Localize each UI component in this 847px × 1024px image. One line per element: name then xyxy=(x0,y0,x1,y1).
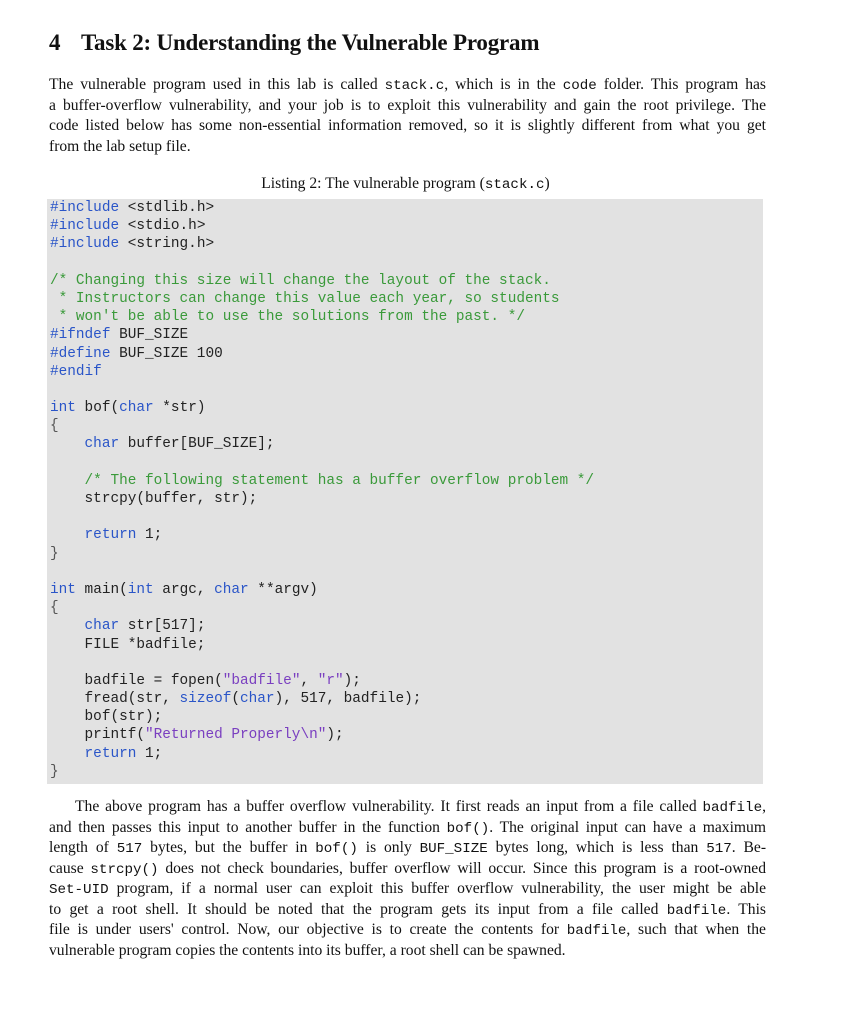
code-token: char xyxy=(84,436,120,453)
code-token: char xyxy=(240,691,275,708)
inline-code: 517 xyxy=(116,841,143,857)
code-token: bof(str); xyxy=(84,709,163,726)
inline-code: bof() xyxy=(446,820,490,837)
code-token: return xyxy=(84,745,137,762)
intro-line: code listed below has some non-essential information removed, so it is slightly different from what you get xyxy=(49,117,766,134)
intro-paragraph xyxy=(49,75,766,157)
code-line xyxy=(50,672,594,690)
code-line xyxy=(50,726,594,744)
code-token: strcpy(buffer, str); xyxy=(84,491,258,507)
text-run: does not check boundaries, buffer overflow will occur. Since this program is a root-owned xyxy=(158,859,766,877)
code-line xyxy=(50,363,594,381)
code-line xyxy=(50,545,594,563)
code-token: int xyxy=(50,400,76,417)
code-token: ); xyxy=(343,672,361,689)
body-line: vulnerable program copies the contents into its buffer, a root shell can be spawned. xyxy=(49,941,566,959)
code-comment: /* The following statement has a buffer overflow problem */ xyxy=(84,472,595,489)
intro-line: a buffer-overflow vulnerability, and your job is to exploit this vulnerability and gain the root privilege. The xyxy=(49,96,766,114)
caption-close: ) xyxy=(544,175,550,192)
text-run: . The original input can have a maximum xyxy=(489,818,766,836)
code-token: } xyxy=(50,545,59,562)
code-token: char xyxy=(119,400,154,417)
text-run: , such that when the xyxy=(626,921,766,938)
text-run: bytes, but the buffer in xyxy=(142,839,316,856)
text-run: file is under users' control. Now, our objective is to create the contents for xyxy=(49,921,567,938)
code-token: sizeof xyxy=(179,691,232,708)
code-token: return xyxy=(84,527,137,544)
code-line xyxy=(50,272,594,290)
code-line xyxy=(50,563,594,581)
section-number: 4 xyxy=(49,30,61,55)
text-run: The above program has a buffer overflow vulnerability. It first reads an input from a file called xyxy=(75,798,703,815)
text-run: , which is in the xyxy=(444,76,563,93)
caption-text: Listing 2: The vulnerable program ( xyxy=(261,175,485,192)
text-run: , xyxy=(762,798,766,815)
section-heading xyxy=(49,30,539,56)
inline-code: badfile xyxy=(566,923,627,939)
code-token: ); xyxy=(326,727,344,744)
code-token: , xyxy=(300,672,318,689)
inline-code: 517 xyxy=(706,841,732,857)
code-token: fread(str, xyxy=(84,691,180,708)
code-token: FILE *badfile; xyxy=(84,636,206,653)
code-line xyxy=(50,345,594,363)
code-token: bof( xyxy=(75,400,120,417)
body-line xyxy=(49,818,766,839)
inline-code: strcpy() xyxy=(90,861,159,878)
code-line xyxy=(50,636,594,654)
code-line xyxy=(50,399,594,417)
listing-caption xyxy=(0,175,847,193)
code-line xyxy=(50,508,594,526)
code-line xyxy=(50,490,594,508)
text-run: and then passes this input to another buffer in the function xyxy=(49,818,447,836)
code-line xyxy=(50,526,594,544)
code-line xyxy=(50,617,594,635)
text-run: . This xyxy=(726,900,766,918)
intro-line xyxy=(49,75,766,96)
code-line xyxy=(50,381,594,399)
code-token: str[517]; xyxy=(119,618,206,635)
code-token: int xyxy=(127,581,154,598)
code-token: #include xyxy=(50,218,120,235)
code-token: #ifndef xyxy=(50,327,111,344)
code-token: *str) xyxy=(153,400,206,417)
code-token: #define xyxy=(50,345,111,362)
code-line xyxy=(50,654,594,672)
code-line xyxy=(50,708,594,726)
code-line xyxy=(50,326,594,344)
code-token: <string.h> xyxy=(119,236,215,253)
body-line xyxy=(49,900,766,921)
code-comment: * won't be able to use the solutions from the past. */ xyxy=(50,309,525,326)
text-run: . Be- xyxy=(731,839,767,856)
code-token: argc, xyxy=(153,581,215,598)
intro-line: from the lab setup file. xyxy=(49,137,191,155)
code-token: printf( xyxy=(84,727,145,744)
code-string: "r" xyxy=(317,672,344,689)
code-token: 1; xyxy=(136,527,163,544)
text-run: to get a root shell. It should be noted that the program gets its input from a file called xyxy=(49,900,667,918)
code-token: BUF_SIZE 100 xyxy=(110,345,223,362)
code-token: { xyxy=(50,418,59,435)
body-line xyxy=(49,920,766,941)
code-listing xyxy=(47,199,763,784)
code-line xyxy=(50,417,594,435)
text-run: bytes long, which is less than xyxy=(487,839,707,856)
code-token: int xyxy=(50,581,76,598)
code-line xyxy=(50,454,594,472)
code-token: char xyxy=(214,581,249,598)
caption-code: stack.c xyxy=(484,177,545,193)
code-line xyxy=(50,581,594,599)
code-comment: * Instructors can change this value each year, so students xyxy=(50,290,560,307)
code-line xyxy=(50,290,594,308)
body-line xyxy=(49,838,766,859)
code-token: BUF_SIZE xyxy=(110,327,189,344)
code-string: "badfile" xyxy=(222,672,301,689)
code-token: main( xyxy=(75,581,128,598)
inline-code: badfile xyxy=(702,800,763,816)
code-token: ), 517, badfile); xyxy=(274,691,422,708)
code-token: buffer[BUF_SIZE]; xyxy=(119,436,275,453)
code-token: badfile = fopen( xyxy=(84,672,223,689)
code-token: #endif xyxy=(50,363,102,380)
code-token: { xyxy=(50,600,59,617)
code-token: 1; xyxy=(136,745,163,762)
code-token: **argv) xyxy=(248,581,318,598)
code-line xyxy=(50,308,594,326)
code-line xyxy=(50,254,594,272)
code-comment: /* Changing this size will change the layout of the stack. xyxy=(50,272,551,289)
inline-code: stack.c xyxy=(384,78,445,94)
text-run: program, if a normal user can exploit this buffer overflow vulnerability, the user might be able xyxy=(108,880,766,897)
text-run: The vulnerable program used in this lab is called xyxy=(49,76,385,93)
text-run: length of xyxy=(49,839,117,856)
code-token: } xyxy=(50,763,59,780)
body-line xyxy=(49,859,766,880)
code-line xyxy=(50,472,594,490)
code-block xyxy=(50,199,594,781)
code-token: #include xyxy=(50,236,120,253)
code-token: char xyxy=(84,618,120,635)
code-line xyxy=(50,199,594,217)
code-line xyxy=(50,599,594,617)
code-line xyxy=(50,217,594,235)
code-line xyxy=(50,235,594,253)
text-run: cause xyxy=(49,859,91,877)
section-title: Task 2: Understanding the Vulnerable Program xyxy=(81,30,540,55)
body-line xyxy=(49,797,766,818)
code-token: ( xyxy=(231,691,241,708)
code-line xyxy=(50,435,594,453)
inline-code: code xyxy=(562,78,597,94)
code-line xyxy=(50,745,594,763)
code-token: <stdlib.h> xyxy=(119,200,215,216)
code-token: <stdio.h> xyxy=(119,218,206,235)
code-token: #include xyxy=(50,200,120,216)
text-run: is only xyxy=(357,839,420,856)
code-string: "Returned Properly\n" xyxy=(145,727,327,744)
code-line xyxy=(50,690,594,708)
text-run: folder. This program has xyxy=(596,76,767,93)
body-line xyxy=(49,879,766,900)
inline-code: Set-UID xyxy=(49,882,109,898)
explanation-paragraph xyxy=(49,797,766,961)
code-line xyxy=(50,763,594,781)
inline-code: badfile xyxy=(666,902,727,919)
inline-code: BUF_SIZE xyxy=(419,841,488,857)
inline-code: bof() xyxy=(315,841,358,857)
